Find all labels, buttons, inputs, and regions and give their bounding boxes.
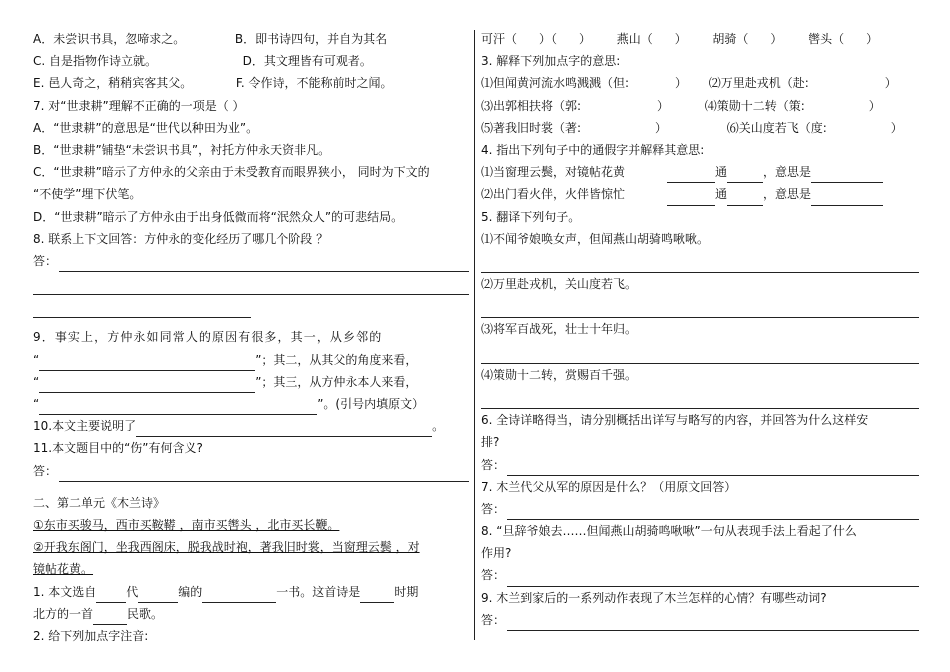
answer-label: 答：	[33, 463, 58, 478]
question-7-option-c-cont: “不使学”埋下伏笔。	[33, 187, 142, 202]
question-7-option-c: C．“世隶耕”暗示了方仲永的父亲由于未受教育而眼界狭小， 同时为下文的	[33, 165, 430, 180]
fill-blank[interactable]	[136, 422, 432, 437]
answer-label: 答：	[481, 568, 506, 583]
question-9: 9. 木兰到家后的一系列动作表现了木兰怎样的心情？有哪些动词?	[481, 590, 827, 605]
section-2-heading: 二、第二单元《木兰诗》	[33, 495, 166, 510]
question-3: 3. 解释下列加点字的意思:	[481, 54, 621, 69]
fill-blank[interactable]	[667, 168, 715, 183]
answer-line[interactable]	[481, 341, 919, 364]
options-row-cd	[33, 50, 469, 72]
options-row-ab	[33, 28, 469, 50]
question-5-sentence-4: ⑷策勋十二转，赏赐百千强。	[481, 367, 638, 382]
question-10: 10.本文主要说明了 。	[33, 415, 469, 437]
column-divider	[474, 30, 475, 640]
question-2: 2. 给下列加点字注音:	[33, 628, 149, 643]
poem-excerpt-2-cont: 镜帖花黄。	[33, 562, 94, 577]
left-column	[33, 28, 469, 647]
fill-blank[interactable]	[202, 588, 276, 603]
option-e: E. 邑人奇之，稍稍宾客其父。	[33, 76, 193, 91]
question-9-line-3: “ ”；其三，从方仲永本人来看，	[33, 371, 469, 393]
question-9-line-2: “ ”；其二，从其父的角度来看，	[33, 349, 469, 371]
answer-label: 答：	[481, 612, 506, 627]
question-5: 5. 翻译下列句子。	[481, 209, 581, 224]
fill-blank[interactable]	[360, 588, 394, 603]
fill-blank[interactable]	[811, 168, 883, 183]
question-7-option-d: D．“世隶耕”暗示了方仲永由于出身低微而将“泯然众人”的可悲结局。	[33, 209, 404, 224]
question-9: 9．事实上，方仲永如同常人的原因有很多，其一，从乡邻的	[33, 330, 383, 345]
right-column	[481, 28, 919, 631]
fill-blank[interactable]	[667, 191, 715, 206]
answer-line[interactable]	[481, 454, 919, 476]
answer-line[interactable]	[481, 565, 919, 587]
fill-blank[interactable]	[39, 400, 317, 415]
question-8: 8. 联系上下文回答：方仲永的变化经历了哪几个阶段 ？	[33, 231, 329, 246]
question-11: 11.本文题目中的“伤”有何含义?	[33, 441, 203, 456]
question-6-cont: 排?	[481, 435, 500, 450]
question-4: 4. 指出下列句子中的通假字并解释其意思:	[481, 142, 705, 157]
answer-line[interactable]	[481, 250, 919, 273]
answer-line[interactable]	[481, 609, 919, 631]
question-7-option-a: A．“世隶耕”的意思是“世代以种田为业”。	[33, 120, 259, 135]
fill-blank[interactable]	[727, 168, 763, 183]
question-1: 1. 本文选自 代 编的 一书。这首诗是 时期	[33, 581, 469, 603]
answer-label: 答：	[481, 457, 506, 472]
answer-line[interactable]	[33, 272, 469, 295]
fill-blank[interactable]	[93, 610, 127, 625]
question-5-sentence-2: ⑵万里赴戎机，关山度若飞。	[481, 277, 638, 292]
option-b: B．即书诗四句，并自为其名	[234, 32, 388, 46]
question-7-option-b: B．“世隶耕”铺垫“未尝识书具”，衬托方仲永天资非凡。	[33, 142, 331, 157]
answer-line[interactable]	[33, 295, 251, 318]
fill-blank[interactable]	[39, 378, 255, 393]
answer-line[interactable]	[33, 250, 469, 272]
question-8: 8. “旦辞爷娘去……但闻燕山胡骑鸣啾啾”一句从表现手法上看起了什么	[481, 524, 857, 539]
answer-line[interactable]	[481, 386, 919, 409]
question-8-cont: 作用?	[481, 546, 512, 561]
question-3-row-2: ⑶出郭相扶将（郭: ） ⑷策勋十二转（策: ）	[481, 98, 881, 113]
poem-excerpt-2: ②开我东阁门，坐我西阁床，脱我战时袍，著我旧时裳，当窗理云鬓 ，对	[33, 540, 420, 555]
option-c: C. 自是指物作诗立就。	[33, 54, 158, 69]
answer-label: 答：	[33, 253, 58, 268]
fill-blank[interactable]	[96, 588, 126, 603]
fill-blank[interactable]	[39, 356, 255, 371]
question-3-row-1: ⑴但闻黄河流水鸣溅溅（但: ） ⑵万里赴戎机（赴: ）	[481, 76, 897, 91]
option-d: D．其文理皆有可观者。	[242, 54, 372, 69]
answer-line[interactable]	[481, 498, 919, 520]
answer-line[interactable]	[481, 295, 919, 318]
answer-label: 答：	[481, 501, 506, 516]
question-7: 7. 对“世隶耕”理解不正确的一项是（ ）	[33, 98, 245, 113]
question-9-line-4: “ ”。(引号内填原文）	[33, 393, 469, 415]
answer-line[interactable]	[33, 460, 469, 482]
question-5-sentence-3: ⑶将军百战死，壮士十年归。	[481, 322, 638, 337]
option-a: A．未尝识书具，忽啼求之。	[33, 32, 186, 46]
question-5-sentence-1: ⑴不闻爷娘唤女声，但闻燕山胡骑鸣啾啾。	[481, 231, 710, 246]
question-4-row-2: ⑵出门看火伴，火伴皆惊忙 通 ，意思是	[481, 183, 919, 205]
question-3-row-3: ⑸著我旧时裳（著: ） ⑹关山度若飞（度: ）	[481, 120, 903, 135]
options-row-ef	[33, 72, 469, 94]
option-f: F. 令作诗，不能称前时之闻。	[235, 76, 393, 91]
question-4-row-1: ⑴当窗理云鬓，对镜帖花黄 通 ，意思是	[481, 161, 919, 183]
fill-blank[interactable]	[727, 191, 763, 206]
question-6: 6. 全诗详略得当，请分别概括出详写与略写的内容，并回答为什么这样安	[481, 413, 869, 428]
pronunciation-row: 可汗（ ）（ ） 燕山（ ） 胡骑（ ） 辔头（ ）	[481, 32, 879, 46]
fill-blank[interactable]	[811, 191, 883, 206]
question-1-cont: 北方的一首 民歌。	[33, 603, 469, 625]
fill-blank[interactable]	[138, 588, 178, 603]
poem-excerpt-1: ①东市买骏马，西市买鞍鞯 ，南市买辔头 ，北市买长鞭。	[33, 517, 340, 532]
question-7: 7. 木兰代父从军的原因是什么？（用原文回答）	[481, 479, 737, 494]
